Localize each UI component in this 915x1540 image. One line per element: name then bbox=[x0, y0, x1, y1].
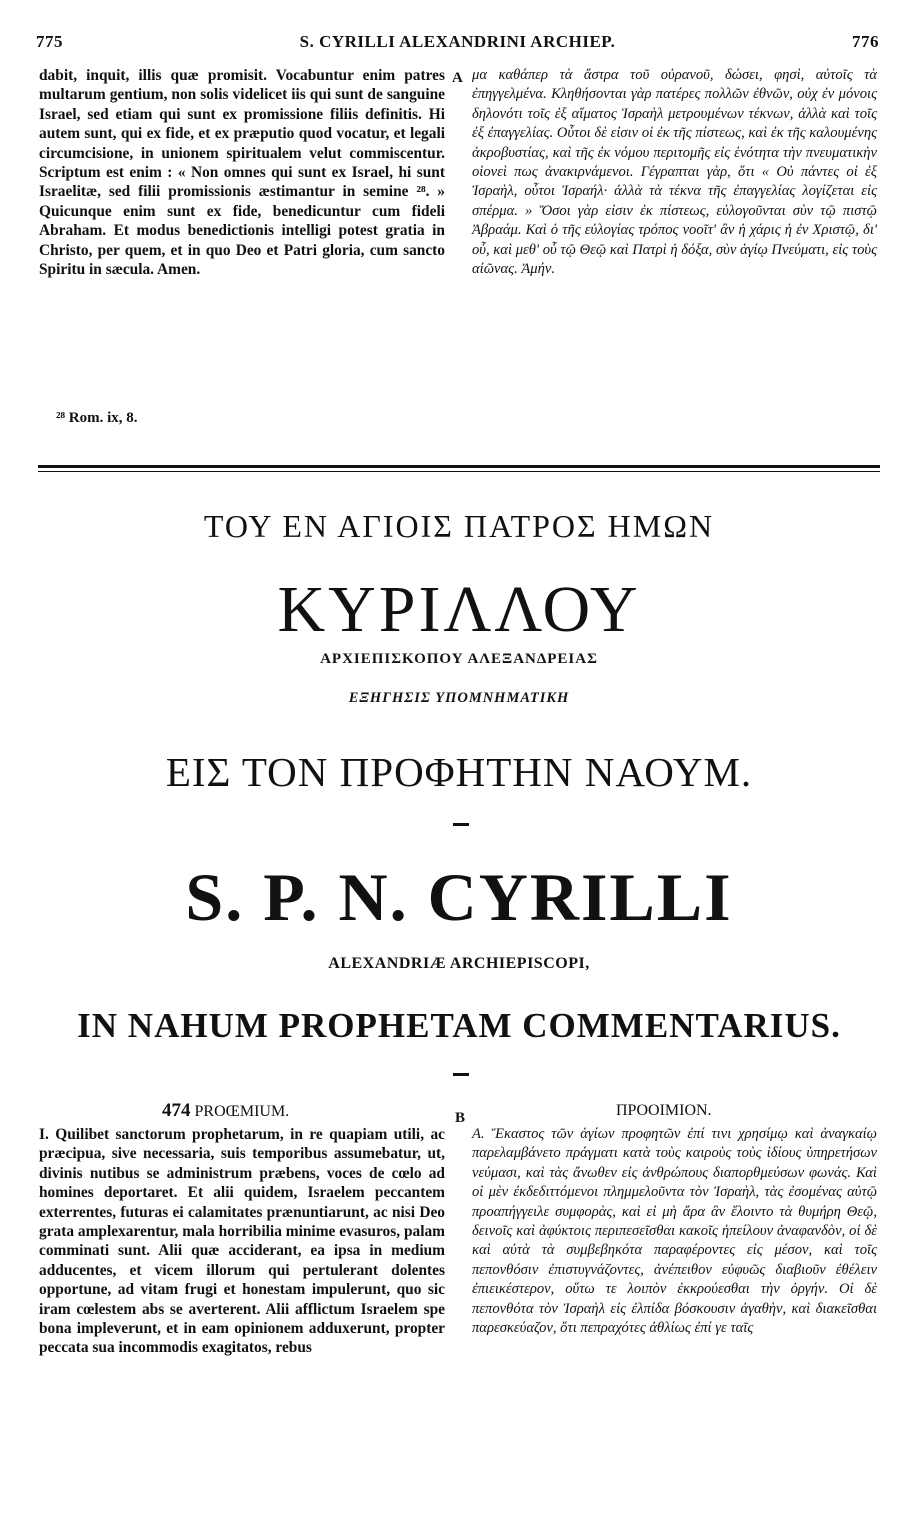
section-rule-thin bbox=[38, 471, 880, 472]
title-line-7: ALEXANDRIÆ ARCHIEPISCOPI, bbox=[328, 955, 590, 972]
title-line-6: S. P. N. CYRILLI bbox=[185, 859, 733, 935]
section-rule-thick bbox=[38, 465, 880, 468]
title-dash-2 bbox=[453, 1073, 469, 1076]
latin-column-bottom: I. Quilibet sanctorum prophetarum, in re quapiam utili, ac præcipua, sive necessaria, suis temporibus assumebatur, ut, divinis nutibus se administrum præbens, voces de cœlo ad homines deportaret. Et alii quidem, Israelem peccantem exterrentes, futuras ei calamitates prænuntiarunt, ac nisi Deo grata amplexarentur, mala horribilia minime evasuros, palam comminati sunt. Alii quæ acciderant, ea ipsa in medium adducentes, et vicem illorum qui pertulerant dolentes opportune, ad vitam frugi et honestam impulerunt, quo sic iram cœlestem abs se averterent. Alii afflictum Israelem spe bona impleverunt, et in eam opinionem adduxerunt, propter peccata sua incommodis exagitatos, rebus bbox=[39, 1126, 445, 1357]
title-line-8: IN NAHUM PROPHETAM COMMENTARIUS. bbox=[77, 1006, 841, 1045]
latin-column-top: dabit, inquit, illis quæ promisit. Vocabuntur enim patres multarum gentium, non solis videlicet iis qui sunt de sanguine Israel, sed etiam qui sunt ex promissione filiis definitis. Hi autem sunt, qui ex fide, et ex præputio quod vocatur, et legali circumcisione, in unionem spiritualem velut commiscentur. Scriptum est enim : « Non omnes qui sunt ex Israel, hi sunt Israelitæ, sed filii promissionis æstimantur in semine ²⁸. » Quicunque enim sunt ex fide, benedicuntur cum fideli Abraham. Et modus benedictionis intelligi potest gratia in Christo, per quem, et in quo Deo et Patri gloria, cum sancto Spiritu in sæcula. Amen. bbox=[39, 67, 445, 279]
running-header bbox=[36, 32, 879, 56]
title-line-1: ΤΟΥ ΕΝ ΑΓΙΟΙΣ ΠΑΤΡΟΣ ΗΜΩΝ bbox=[203, 508, 715, 544]
page-number-left: 775 bbox=[36, 32, 63, 51]
latin-section-heading bbox=[162, 1100, 289, 1122]
title-line-3: ΑΡΧΙΕΠΙΣΚΟΠΟΥ ΑΛΕΞΑΝΔΡΕΙΑΣ bbox=[320, 651, 598, 667]
column-marker-b: B bbox=[455, 1110, 466, 1126]
latin-page-ref: 474 bbox=[162, 1100, 191, 1121]
footnote: ²⁸ Rom. ix, 8. bbox=[56, 410, 138, 426]
title-line-5: ΕΙΣ ΤΟΝ ΠΡΟΦΗΤΗΝ ΝΑΟΥΜ. bbox=[165, 749, 753, 795]
running-title: S. CYRILLI ALEXANDRINI ARCHIEP. bbox=[299, 32, 616, 51]
page-number-right: 776 bbox=[852, 32, 879, 51]
greek-section-heading: ΠΡΟΟΙΜΙΟΝ. bbox=[616, 1102, 712, 1119]
title-dash-1 bbox=[453, 823, 469, 826]
title-line-4: ΕΞΗΓΗΣΙΣ ΥΠΟΜΝΗΜΑΤΙΚΗ bbox=[348, 690, 570, 706]
title-line-2: ΚΥΡΙΛΛΟΥ bbox=[277, 573, 641, 646]
greek-column-top: μα καθάπερ τὰ ἄστρα τοῦ οὐρανοῦ, δώσει, φησὶ, αὐτοῖς τὰ ἐπηγγελμένα. Κληθήσονται γὰρ πατέρες πολλῶν ἐθνῶν, οὐχ ἐν μόνοις δηλονότι τοῖς ἐξ αἵματος Ἰσραὴλ μετρουμένων τέκνων, ἀλλὰ καὶ τοῖς ἐξ ἐπαγγελίας. Οὗτοι δὲ εἰσιν οἱ ἐκ τῆς πίστεως, καὶ ἐκ τῆς καλουμένης ἀκροβυστίας, καὶ τῆς ἐκ νόμου περιτομῆς εἰς ἑνότητα τὴν πνευματικὴν οἱονεὶ πως ἀνακιρνάμενοι. Γέγραπται γὰρ, ὅτι « Οὐ πάντες οἱ ἐξ Ἰσραὴλ, οὗτοι Ἰσραήλ· ἀλλὰ τὰ τέκνα τῆς ἐπαγγελίας λογίζεται εἰς σπέρμα. » Ὅσοι γὰρ εἰσιν ἐκ πίστεως, εὐλογοῦνται σὺν τῷ πιστῷ Ἀβραάμ. Καὶ ὁ τῆς εὐλογίας τρόπος νοοῖτ' ἂν ἡ χάρις ἡ ἐν Χριστῷ, δι' οὗ, καὶ μεθ' οὗ τῷ Θεῷ καὶ Πατρὶ ἡ δόξα, σὺν ἁγίῳ Πνεύματι, εἰς τοὺς αἰῶνας. Ἀμήν. bbox=[472, 67, 877, 278]
greek-column-bottom: Α. Ἕκαστος τῶν ἁγίων προφητῶν ἐπί τινι χρησίμῳ καὶ ἀναγκαίῳ παρελαμβάνετο πράγματι κατὰ τοὺς καιροὺς τοὺς ἰδίους ὑπηρετήσων νεύμασι, καὶ τὰς ἄνωθεν εἰς ἀνθρώπους διαπορθμεύσων φωνάς. Καὶ οἱ μὲν ἐκδεδιττόμενοι πλημμελοῦντα τὸν Ἰσραὴλ, τὰς ἐσομένας αὐτῷ προαπήγγειλε συμφορὰς, καὶ εἰ μὴ ἄρα ἂν ἕλοιντο τὰ θυμήρη Θεῷ, δεινοῖς καὶ ἀφύκτοις περιπεσεῖσθαι κακοῖς ἠπείλουν ἀναφανδὸν, οἱ δὲ καὶ αὐτὰ τὰ συμβεβηκότα παραφέροντες εἰς μέσον, καὶ τοῖς πεπονθόσιν ἐπιστυγνάζοντες, ἀνέπειθον εὐφυῶς διαβιοῦν ἐθέλειν ἐπιεικέστερον, οὕτω τε λοιπὸν ἐκκρούεσθαι τὴν ὀργήν. Οἱ δὲ πεπονθότα τὸν Ἰσραὴλ εἰς ἐλπίδα βόσκουσιν ἀγαθὴν, καὶ διακεῖσθαι παρεσκεύαζον, ὅτι πεπραχότες ἀθλίως ἐπί γε ταῖς bbox=[472, 1126, 877, 1337]
column-marker-a: A bbox=[452, 70, 463, 86]
prooemium-heading: PROŒMIUM. bbox=[194, 1103, 290, 1120]
